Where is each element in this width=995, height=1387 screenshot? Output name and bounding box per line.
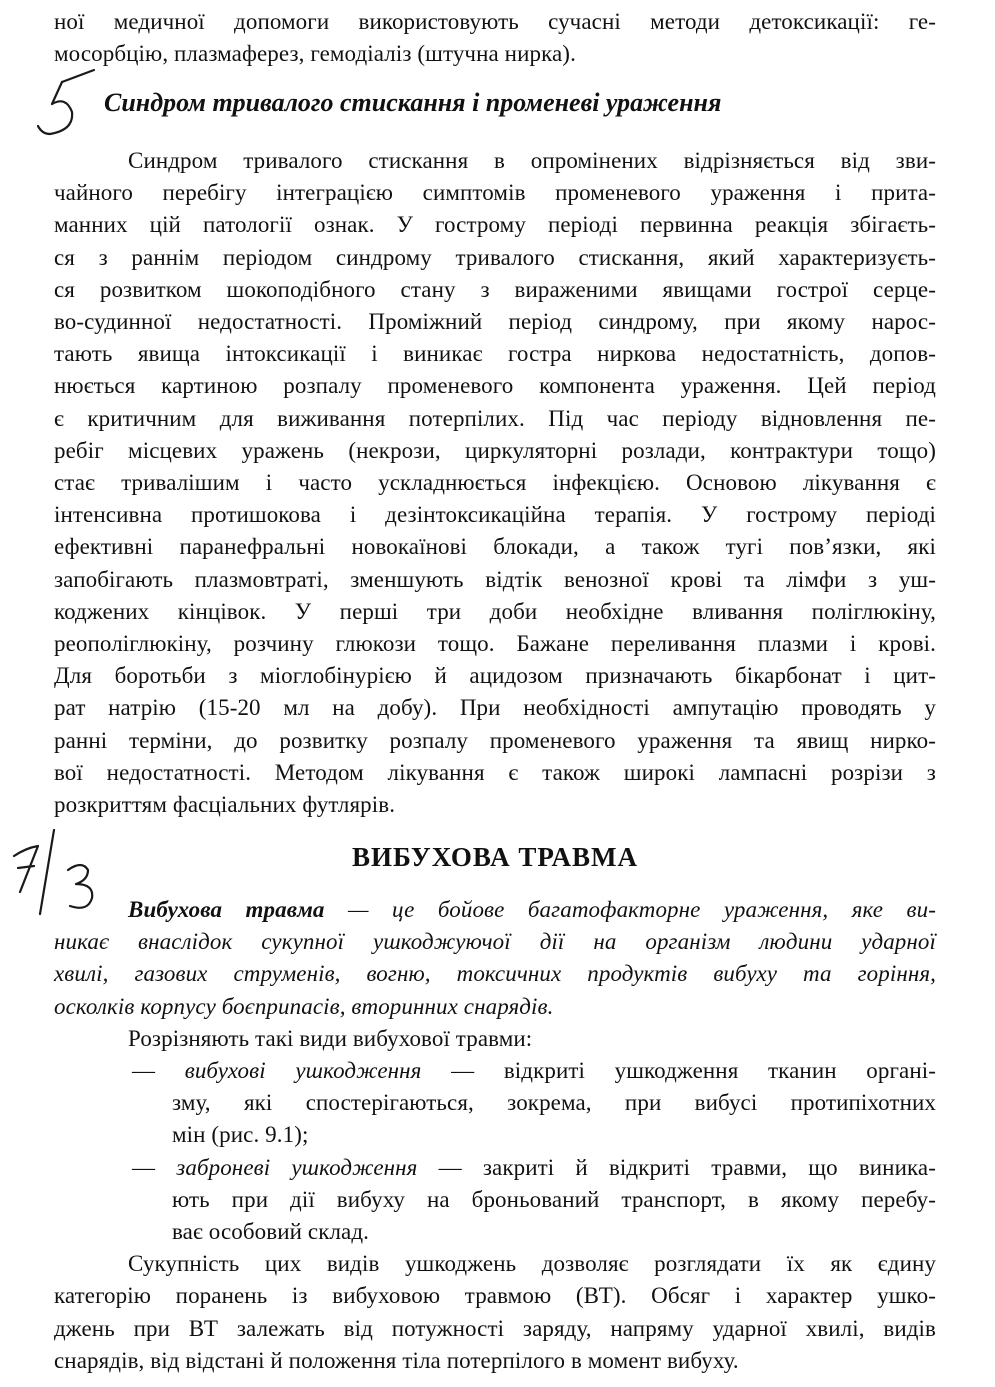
list-item bbox=[54, 1152, 936, 1249]
text-line: категорію поранень із вибуховою травмою (ВТ). Обсяг і характер ушко- bbox=[54, 1283, 936, 1309]
text-line: ся розвитком шокоподібного стану з вираженими явищами гострої серце- bbox=[54, 276, 936, 302]
chapter-title: ВИБУХОВА ТРАВМА bbox=[352, 842, 638, 872]
text-line: нюється картиною розпалу променевого компонента ураження. Цей період bbox=[54, 373, 936, 399]
list-dash: — bbox=[132, 1154, 156, 1180]
text-line: Сукупність цих видів ушкоджень дозволяє розглядати їх як єдину bbox=[128, 1251, 936, 1277]
definition-line: никає внаслідок сукупної ушкоджуючої дії на організм людини ударної bbox=[54, 929, 936, 955]
text-line: чайного перебігу інтеграцією симптомів променевого ураження і прита- bbox=[54, 180, 936, 206]
text-line: інтенсивна протишокова і дезінтоксикаційна терапія. У гострому періоді bbox=[54, 502, 936, 528]
text-line: ся з раннім періодом синдрому тривалого стискання, який характеризуєть- bbox=[54, 244, 936, 270]
section-title: Синдром тривалого стискання і променеві ураження bbox=[104, 88, 722, 117]
list-item-line: ють при дії вибуху на броньований транспорт, в якому перебу- bbox=[172, 1186, 936, 1212]
text-line: во-судинної недостатності. Проміжний період синдрому, при якому нарос- bbox=[54, 309, 936, 335]
text-line: вої недостатності. Методом лікування є також широкі лампасні розрізи з bbox=[54, 759, 936, 785]
text-line: є критичним для виживання потерпілих. Під час періоду відновлення пе- bbox=[54, 405, 936, 431]
text-line: стає тривалішим і часто ускладнюється інфекцією. Основою лікування є bbox=[54, 470, 936, 496]
list-item-line: мін (рис. 9.1); bbox=[172, 1122, 309, 1148]
text-line: ної медичної допомоги використовують сучасні методи детоксикації: ге- bbox=[54, 9, 936, 34]
section-paragraph bbox=[54, 145, 936, 821]
definition-line: хвилі, газових струменів, вогню, токсичних продуктів вибуху та горіння, bbox=[54, 961, 936, 987]
definition-line: осколків корпусу боєприпасів, вторинних снарядів. bbox=[54, 993, 554, 1019]
text-line: ребіг місцевих уражень (некрози, циркуляторні розлади, контрактури тощо) bbox=[54, 437, 936, 463]
text-line: ранні терміни, до розвитку розпалу променевого ураження та явищ нирко- bbox=[54, 727, 936, 753]
text-line: снарядів, від відстані й положення тіла потерпілого в момент вибуху. bbox=[54, 1347, 739, 1373]
text-line: джень при ВТ залежать від потужності заряду, напряму ударної хвилі, видів bbox=[54, 1315, 936, 1341]
chapter-body bbox=[54, 894, 936, 1377]
list-item bbox=[54, 1055, 936, 1152]
text-line: рат натрію (15-20 мл на добу). При необхідності ампутацію проводять у bbox=[54, 695, 936, 721]
definition-term: Вибухова травма bbox=[128, 897, 325, 922]
text-line: Для боротьби з міоглобінурією й ацидозом призначають бікарбонат і цит- bbox=[54, 663, 936, 689]
list-item-term: заброневі ушкодження bbox=[176, 1154, 418, 1180]
list-item-line bbox=[54, 1055, 936, 1087]
text-line: реополіглюкіну, розчину глюкози тощо. Бажане переливання плазми і крові. bbox=[54, 631, 936, 657]
list-item-term: вибухові ушкодження bbox=[184, 1058, 422, 1084]
text-line: коджених кінцівок. У перші три доби необхідне вливання поліглюкіну, bbox=[54, 598, 936, 624]
text-line: запобігають плазмовтраті, зменшують відтік венозної крові та лімфи з уш- bbox=[54, 566, 936, 592]
page-body bbox=[54, 6, 936, 70]
list-item-text: — відкриті ушкодження тканин органі- bbox=[421, 1058, 936, 1084]
text-line: манних цій патології ознак. У гострому періоді первинна реакція збігаєть- bbox=[54, 212, 936, 238]
text-line: ефективні паранефральні новокаїнові блокади, а також тугі пов’язки, які bbox=[54, 534, 936, 560]
list-item-line bbox=[54, 1152, 936, 1184]
types-intro: Розрізняють такі види вибухової травми: bbox=[128, 1025, 533, 1051]
list-item-text: — закриті й відкриті травми, що виника- bbox=[417, 1154, 936, 1180]
list-dash: — bbox=[132, 1058, 156, 1084]
list-item-line: ває особовий склад. bbox=[172, 1219, 370, 1245]
text-line: мосорбцію, плазмаферез, гемодіаліз (штучна нирка). bbox=[54, 41, 576, 67]
text-line: розкриттям фасціальних футлярів. bbox=[54, 792, 396, 818]
handwritten-mark-5 bbox=[32, 60, 102, 140]
definition-text: — це бойове багатофакторне ураження, яке ви- bbox=[324, 897, 936, 922]
definition-line bbox=[54, 894, 936, 926]
list-item-line: зму, які спостерігаються, зокрема, при вибусі протипіхотних bbox=[172, 1090, 936, 1116]
text-line: тають явища інтоксикації і виникає гостра ниркова недостатність, допов- bbox=[54, 341, 936, 367]
text-line: Синдром тривалого стискання в опромінених відрізняється від зви- bbox=[128, 148, 936, 173]
